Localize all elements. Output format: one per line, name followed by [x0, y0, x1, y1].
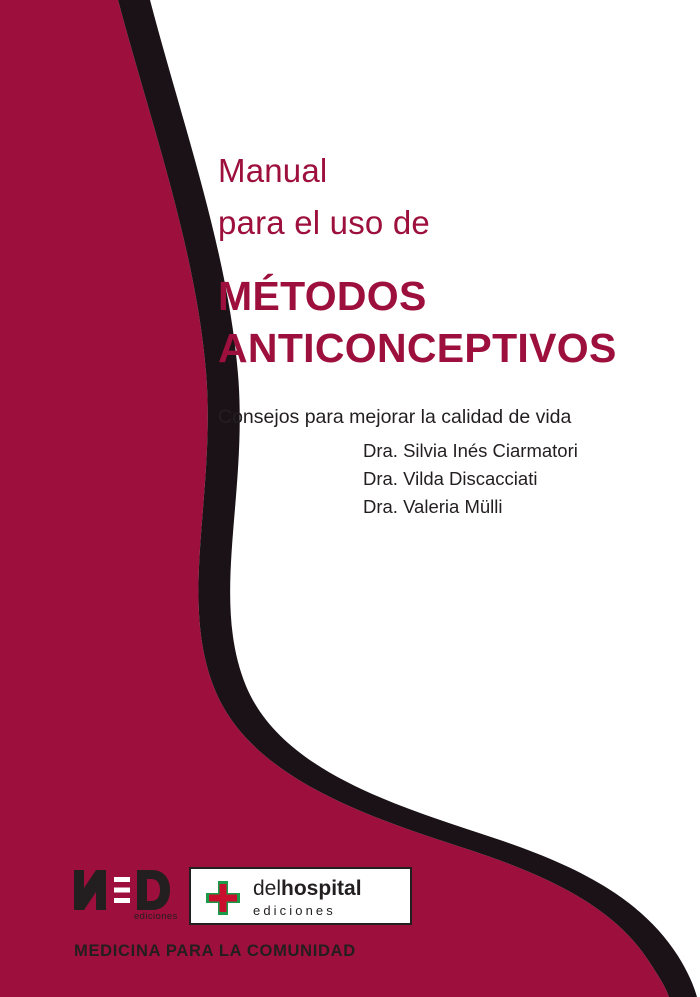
title-main-line-1: MÉTODOS — [218, 273, 427, 320]
hospital-logo-main — [253, 878, 362, 900]
hospital-logo-word-del: del — [253, 877, 282, 900]
title-main-line-2: ANTICONCEPTIVOS — [218, 325, 617, 372]
author-item: Dra. Valeria Mülli — [363, 496, 503, 518]
ned-ediciones-sublabel: ediciones — [134, 911, 178, 922]
cover-subtitle: Consejos para mejorar la calidad de vida — [218, 406, 572, 429]
publisher-logos — [72, 866, 362, 928]
hospital-logo-sublabel: ediciones — [253, 903, 336, 919]
hospital-logo-text — [253, 878, 362, 918]
del-hospital-ediciones-logo — [189, 867, 412, 925]
title-block — [218, 148, 658, 430]
collection-tagline: MEDICINA PARA LA COMUNIDAD — [74, 942, 356, 960]
hospital-logo-word-hospital: hospital — [281, 877, 362, 900]
author-item: Dra. Silvia Inés Ciarmatori — [363, 440, 578, 461]
title-line-2: para el uso de — [218, 203, 430, 241]
author-list — [363, 437, 578, 521]
author-item: Dra. Vilda Discacciati — [363, 468, 538, 490]
hospital-cross-icon — [205, 880, 241, 916]
title-line-1: Manual — [218, 152, 328, 189]
